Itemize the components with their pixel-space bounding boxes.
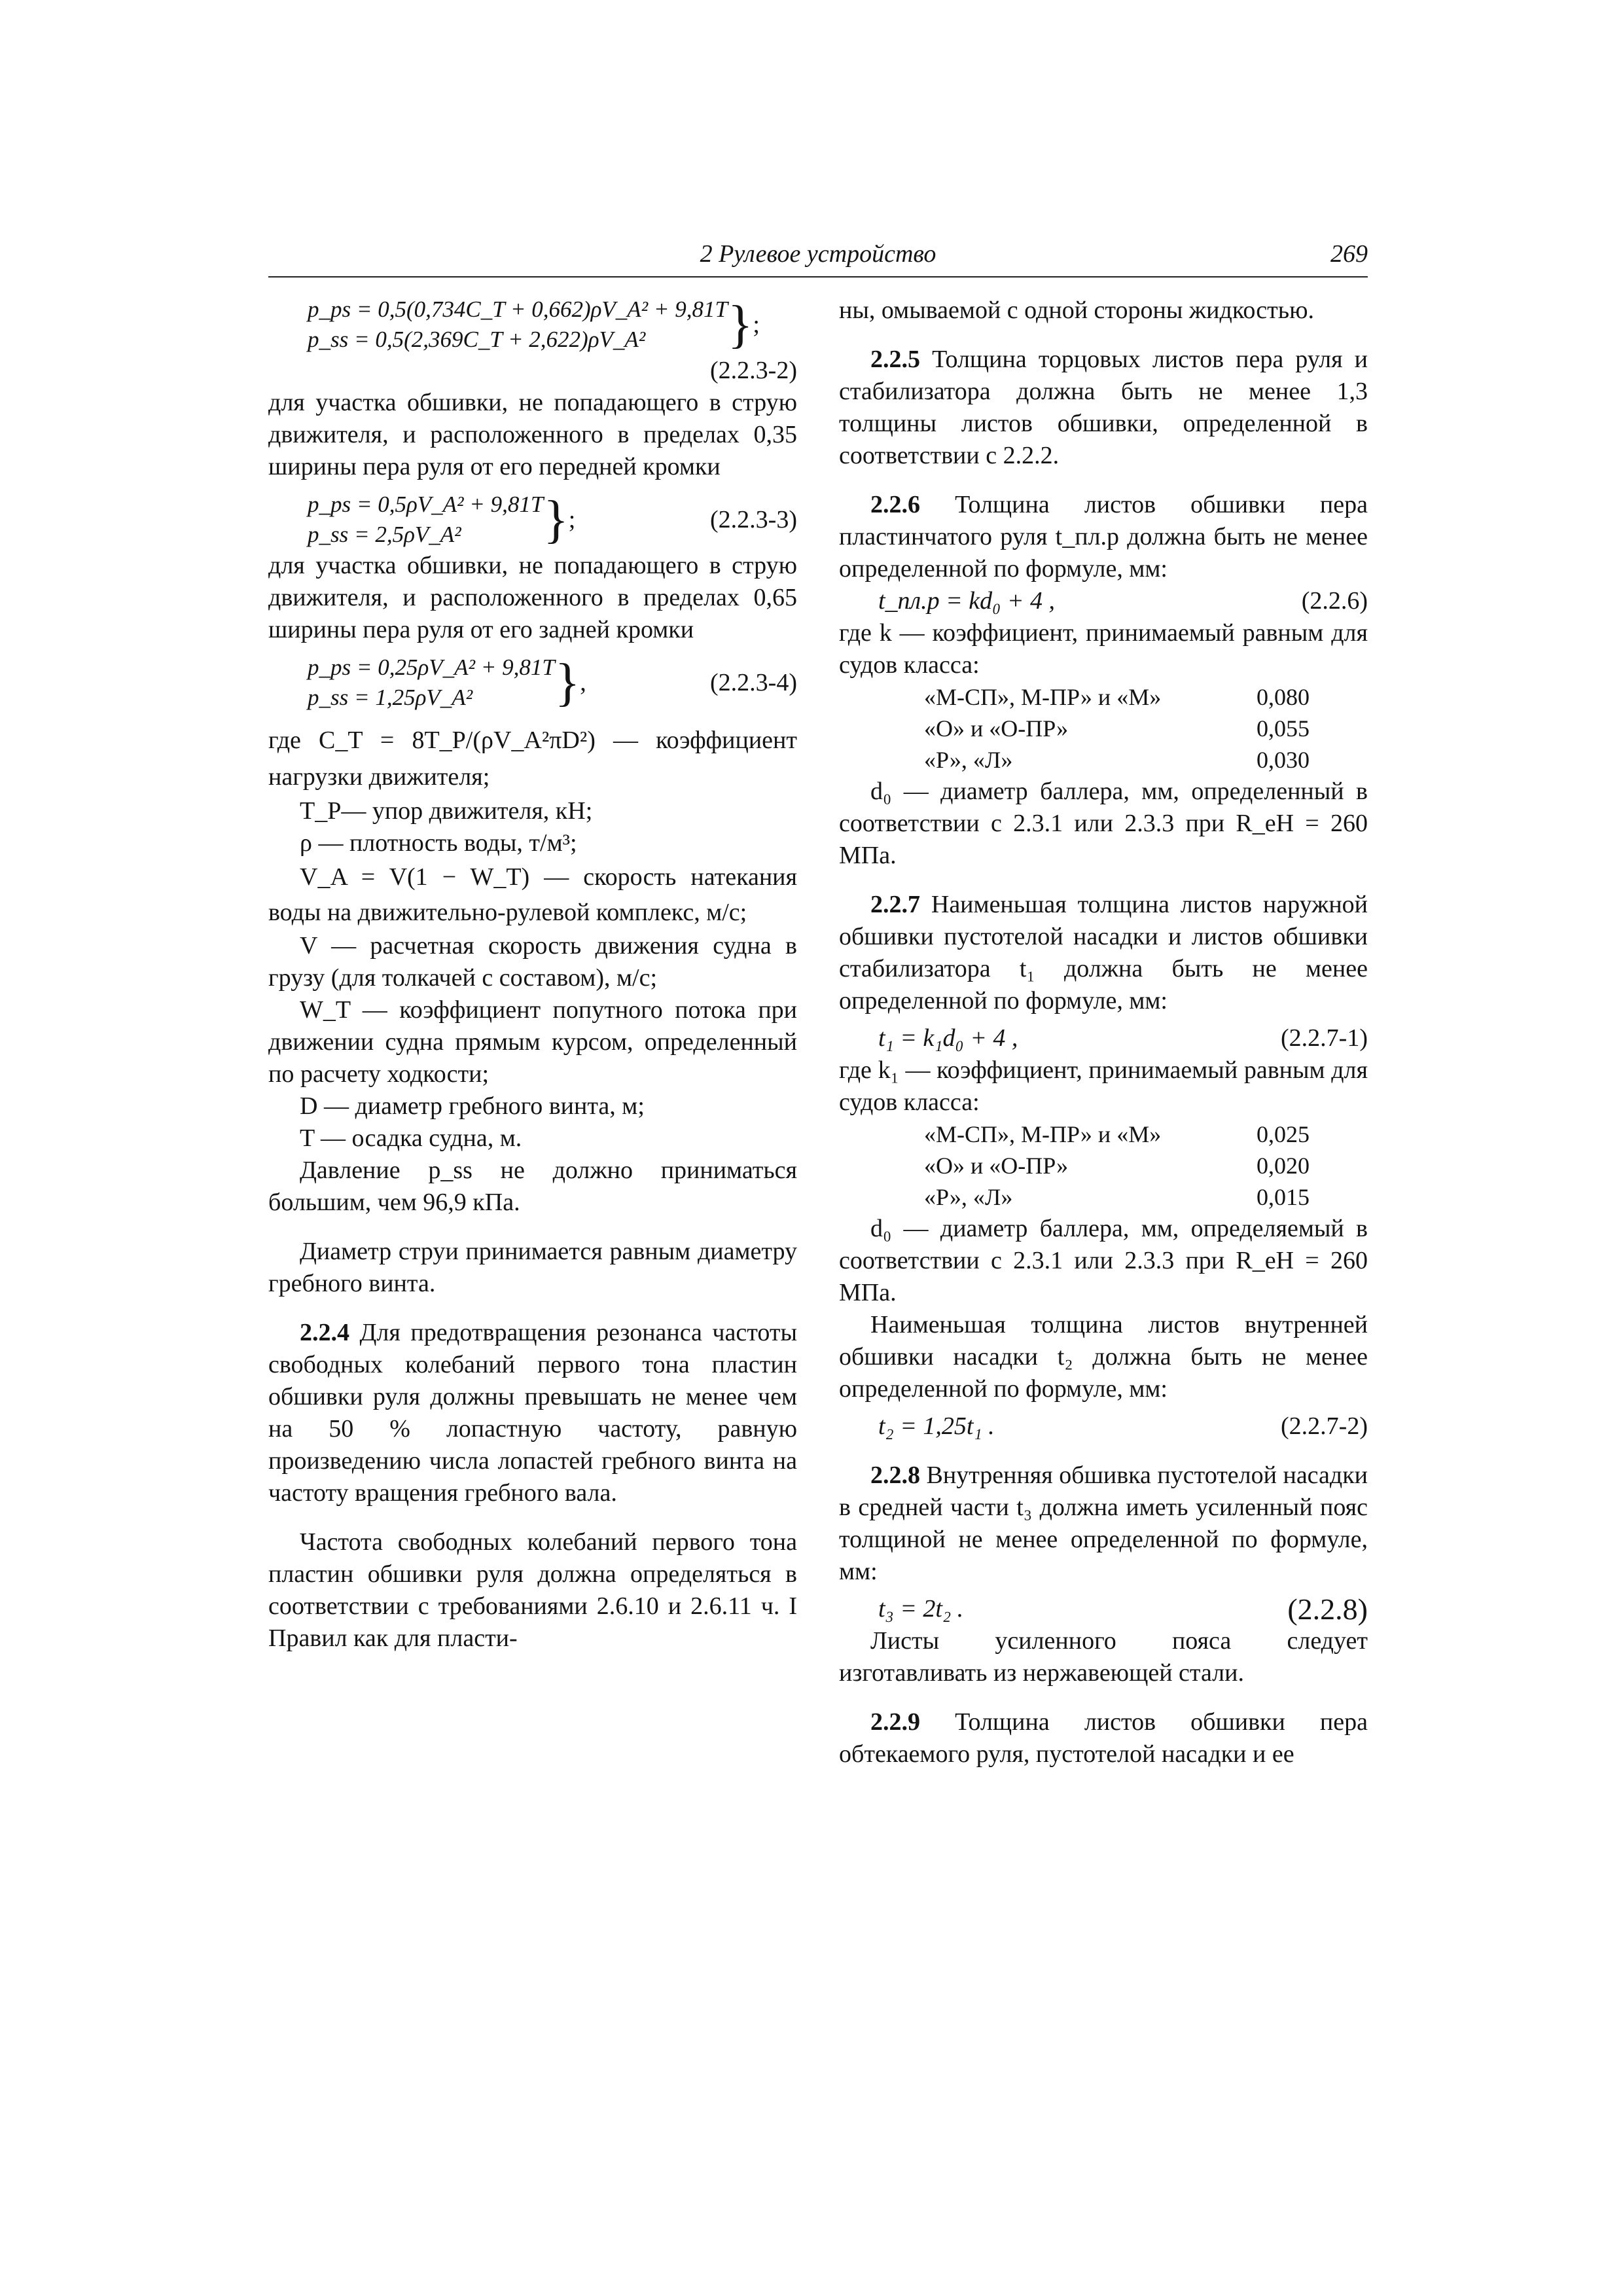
section-text: Наименьшая толщина листов наружной обшивки пустотелой насадки и листов обшивки стабилизатора t₁ должна быть не менее определенной по формуле, мм: — [839, 891, 1368, 1014]
formula-line: p_ps = 0,5(0,734C_T + 0,662)ρV_A² + 9,81T — [308, 296, 728, 322]
formula-separator: ; — [568, 505, 576, 533]
class-table-k — [839, 681, 1368, 776]
definition: где C_T = 8T_P/(ρV_A²πD²) — коэффициент нагрузки движителя; — [268, 726, 797, 791]
section-number: 2.2.7 — [870, 891, 920, 918]
paragraph: для участка обшивки, не попадающего в струю движителя, и расположенного в пределах 0,35 ширины пера руля от его передней кромки — [268, 389, 797, 480]
formula-line: t₃ = 2t₂ . — [878, 1595, 964, 1623]
paragraph: Частота свободных колебаний первого тона пластин обшивки руля должна определяться в соответствии с требованиями 2.6.10 и 2.6.11 ч. I Правил как для пласти- — [268, 1528, 797, 1652]
section-number: 2.2.6 — [870, 491, 920, 518]
section-number: 2.2.8 — [870, 1462, 920, 1489]
paragraph: Диаметр струи принимается равным диаметру гребного винта. — [268, 1238, 797, 1297]
section-2-2-6 — [839, 489, 1368, 585]
section-2-2-9 — [839, 1706, 1368, 1770]
formula-2-2-7-1 — [839, 1022, 1368, 1054]
section-2-2-4 — [268, 1317, 797, 1509]
equation-number: (2.2.7-1) — [1281, 1024, 1368, 1052]
section-2-2-5 — [839, 344, 1368, 472]
definition: T_P— упор движителя, кН; — [300, 797, 593, 825]
formula-separator: ; — [753, 310, 760, 338]
equation-number: (2.2.6) — [1301, 587, 1368, 615]
formula-line: p_ss = 2,5ρV_A² — [308, 522, 461, 547]
equation-number: (2.2.3-4) — [710, 668, 797, 696]
class-value: 0,020 — [1257, 1153, 1310, 1179]
section-number: 2.2.9 — [870, 1708, 920, 1736]
class-value: 0,055 — [1257, 715, 1310, 742]
class-name: «О» и «О-ПР» — [924, 1153, 1069, 1179]
brace-glyph: } — [543, 491, 569, 548]
section-2-2-8 — [839, 1460, 1368, 1588]
class-name: «М-СП», М-ПР» и «М» — [924, 1121, 1162, 1147]
paragraph: для участка обшивки, не попадающего в струю движителя, и расположенного в пределах 0,65 ширины пера руля от его задней кромки — [268, 552, 797, 643]
formula-line: t₁ = k₁d₀ + 4 , — [878, 1024, 1018, 1052]
class-table-k1 — [839, 1119, 1368, 1213]
class-name: «Р», «Л» — [924, 747, 1013, 773]
paragraph: Наименьшая толщина листов внутренней обшивки насадки t₂ должна быть не менее определенной по формуле, мм: — [839, 1311, 1368, 1403]
formula-line: p_ps = 0,5ρV_A² + 9,81T — [308, 492, 544, 517]
formula-line: p_ps = 0,25ρV_A² + 9,81T — [308, 655, 555, 680]
equation-number: (2.2.7-2) — [1281, 1412, 1368, 1440]
definition: D — диаметр гребного винта, м; — [300, 1092, 645, 1120]
formula-line: t_пл.р = kd₀ + 4 , — [878, 587, 1055, 615]
equation-number: (2.2.3-3) — [710, 505, 797, 533]
definition: V — расчетная скорость движения судна в грузу (для толкачей с составом), м/с; — [268, 932, 797, 992]
formula-2-2-3-3 — [268, 490, 797, 550]
class-value: 0,025 — [1257, 1121, 1310, 1147]
formula-line: p_ss = 1,25ρV_A² — [308, 685, 473, 710]
definition: где k₁ — коэффициент, принимаемый равным для судов класса: — [839, 1056, 1368, 1116]
section-text: Внутренняя обшивка пустотелой насадки в средней части t₃ должна иметь усиленный пояс толщиной не менее определенной по формуле, мм: — [839, 1462, 1368, 1585]
class-name: «Р», «Л» — [924, 1184, 1013, 1210]
formula-line: t₂ = 1,25t₁ . — [878, 1412, 995, 1440]
definition: d₀ — диаметр баллера, мм, определяемый в соответствии с 2.3.1 или 2.3.3 при R_eH = 260 МПа. — [839, 1215, 1368, 1306]
definition: T — осадка судна, м. — [300, 1124, 522, 1152]
section-text: Для предотвращения резонанса частоты свободных колебаний первого тона пластин обшивки руля должны превышать не менее чем на 50 % лопастную частоту, равную произведению числа лопастей гребного винта на частоту вращения гребного вала. — [268, 1319, 798, 1507]
section-2-2-7 — [839, 889, 1368, 1017]
page-number: 269 — [1330, 240, 1368, 268]
definition: где k — коэффициент, принимаемый равным для судов класса: — [839, 619, 1368, 679]
running-header — [268, 238, 1368, 278]
section-text: Толщина торцовых листов пера руля и стабилизатора должна быть не менее 1,3 толщины листов обшивки, определенной в соответствии с 2.2.2. — [839, 346, 1368, 469]
chapter-title: 2 Рулевое устройство — [700, 240, 936, 268]
brace-glyph: } — [554, 654, 580, 711]
class-value: 0,080 — [1257, 684, 1310, 710]
class-value: 0,030 — [1257, 747, 1310, 773]
section-number: 2.2.4 — [300, 1319, 349, 1346]
class-name: «О» и «О-ПР» — [924, 715, 1069, 742]
formula-2-2-6 — [839, 585, 1368, 617]
left-column — [268, 295, 797, 1655]
equation-number: (2.2.8) — [1287, 1592, 1368, 1626]
definition: d₀ — диаметр баллера, мм, определенный в соответствии с 2.3.1 или 2.3.3 при R_eH = 260 МПа. — [839, 778, 1368, 869]
paragraph: Листы усиленного пояса следует изготавливать из нержавеющей стали. — [839, 1627, 1368, 1687]
paragraph: ны, омываемой с одной стороны жидкостью. — [839, 296, 1314, 324]
definition: W_T — коэффициент попутного потока при движении судна прямым курсом, определенный по расчету ходкости; — [268, 996, 797, 1088]
formula-2-2-3-2 — [268, 295, 797, 387]
class-name: «М-СП», М-ПР» и «М» — [924, 684, 1162, 710]
formula-2-2-3-4 — [268, 653, 797, 713]
right-column — [839, 295, 1368, 1770]
definition: V_A = V(1 − W_T) — скорость натекания воды на движительно-рулевой комплекс, м/с; — [268, 863, 797, 926]
definition: ρ — плотность воды, т/м³; — [300, 829, 577, 857]
formula-2-2-8 — [839, 1593, 1368, 1625]
class-value: 0,015 — [1257, 1184, 1310, 1210]
section-number: 2.2.5 — [870, 346, 920, 373]
formula-line: p_ss = 0,5(2,369C_T + 2,622)ρV_A² — [308, 327, 646, 352]
paragraph: Давление p_ss не должно приниматься большим, чем 96,9 кПа. — [268, 1157, 797, 1216]
brace-glyph: } — [727, 296, 753, 353]
formula-separator: , — [580, 668, 586, 696]
equation-number: (2.2.3-2) — [710, 357, 797, 384]
section-text: Толщина листов обшивки пера пластинчатого руля t_пл.р должна быть не менее определенной по формуле, мм: — [839, 491, 1368, 583]
formula-2-2-7-2 — [839, 1410, 1368, 1443]
section-text: Толщина листов обшивки пера обтекаемого руля, пустотелой насадки и ее — [839, 1708, 1368, 1768]
